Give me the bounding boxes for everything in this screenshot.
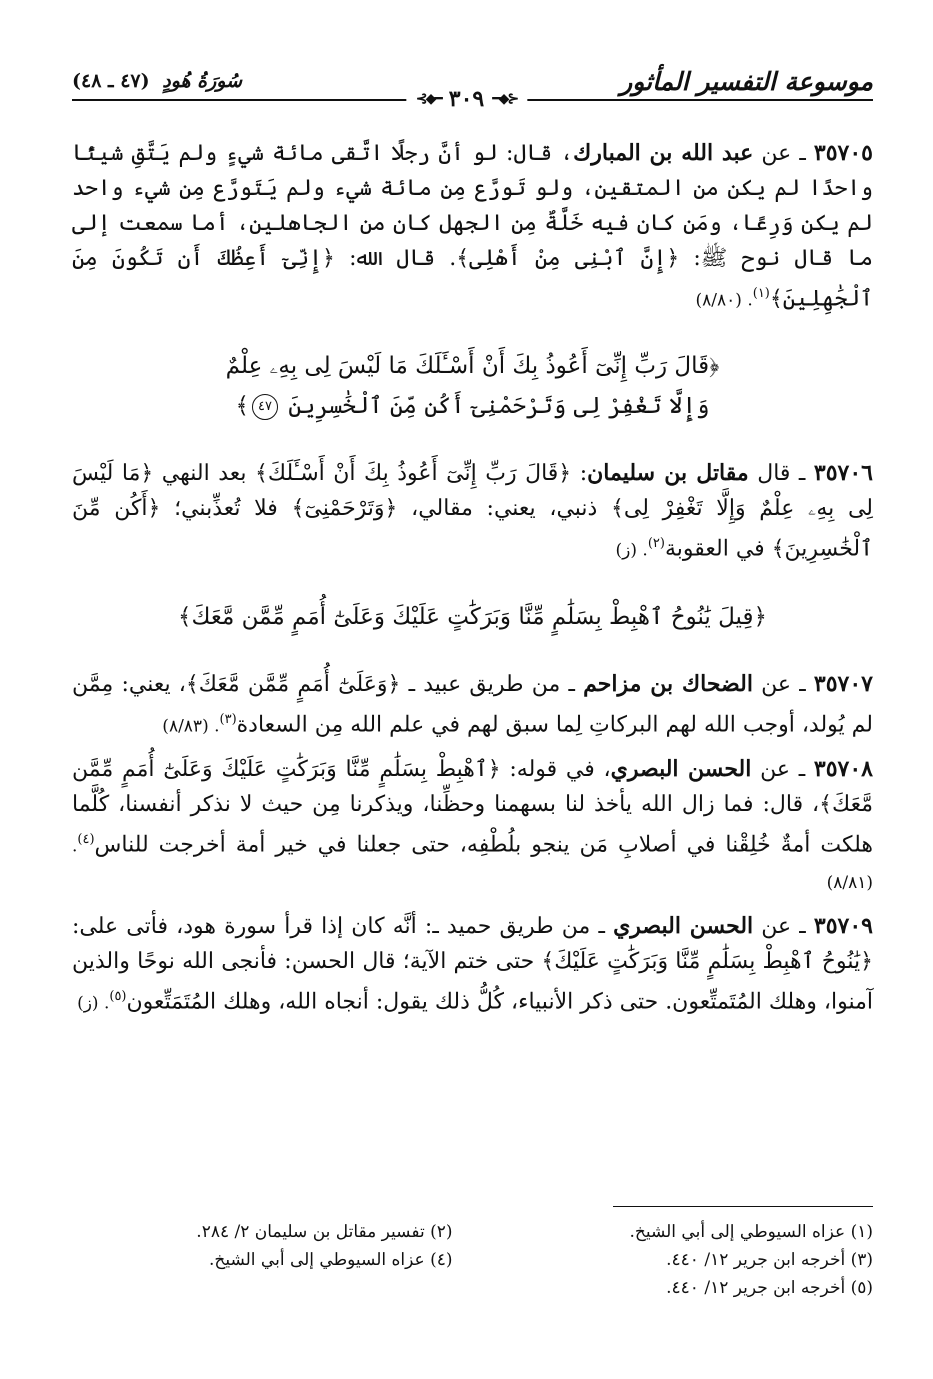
quran-verse-block bbox=[72, 597, 873, 637]
entry-lead: ـ عن bbox=[753, 141, 814, 166]
footnotes bbox=[72, 1218, 873, 1302]
entry bbox=[72, 456, 873, 568]
sura-meta bbox=[72, 70, 242, 92]
quran-verse-block bbox=[72, 346, 873, 426]
entry-text: ، في قوله: ﴿ٱهْبِطْ بِسَلَٰمٍ مِّنَّا وَبَرَكَٰتٍ عَلَيْكَ وَعَلَىٰٓ أُمَمٍ مِّمَّن مَّعَكَ﴾، قال: فما زال الله يأخذ لنا بسهمنا وحظِّنا، ويذكرنا مِن حيث لا نذكر أنفسنا، كُلَّما هلكت أمةٌ خُلِقْنا في أصلابِ مَن ينجو بلُطْفِه، حتى جعلنا في خير أمة أخرجت للناس bbox=[72, 756, 873, 858]
page-body bbox=[72, 136, 873, 1030]
entry-lead: ـ عن bbox=[752, 671, 814, 697]
quran-quote: ﴿إِنَّ ٱبْنِى مِنْ أَهْلِى﴾ bbox=[456, 246, 680, 271]
entry-text: ـ من طريق حميد ـ: أنَّه كان إذا قرأ سورة هود، فأتى على: ﴿يَٰنُوحُ ٱهْبِطْ بِسَلَٰمٍ مِّنَّا وَبَرَكَٰتٍ عَلَيْكَ﴾ حتى ختم الآية؛ قال الحسن: فأنجى الله نوحًا والذين آمنوا، وهلك المُتَمتِّعون. حتى ذكر الأنبياء، كُلُّ ذلك يقول: أنجاه الله، وهلك المُتَمَتِّعون bbox=[72, 914, 873, 1015]
footnote-marker: (٢) bbox=[647, 536, 665, 552]
footnote: (٥) أخرجه ابن جرير ١٢/ ٤٤٠. bbox=[666, 1278, 873, 1298]
entry-text: ، قال: لو أنَّ رجلًا اتَّقى مائة شيءٍ ولم يَتَّقِ شيئًا واحدًا لم يكن من المتقين، ولو تَورَّع مِن مائة شيء ولم يَتَورَّع مِن شيء واحد لم يكن وَرِعًا، ومَن كان فيه خَلَّةٌ مِن الجهل كان من الجاهلين، أما سمعت إلى ما قال نوح ﷺ: bbox=[72, 141, 873, 271]
entry-lead: ـ عن bbox=[751, 756, 814, 782]
entry bbox=[72, 909, 873, 1021]
narrator-name: الحسن البصري bbox=[613, 913, 754, 940]
footnote-marker: (٣) bbox=[219, 711, 237, 727]
narrator-name: الضحاك بن مزاحم bbox=[583, 670, 753, 697]
entry bbox=[72, 667, 873, 744]
ornament-icon: ⊰◆━ bbox=[492, 91, 518, 107]
quran-quote: ﴿إِنِّىٓ أَعِظُكَ أَن تَكُونَ مِنَ ٱلْجَٰهِلِينَ﴾ bbox=[72, 246, 873, 312]
footnote: (٤) عزاه السيوطي إلى أبي الشيخ. bbox=[208, 1250, 453, 1270]
volume-reference: . (ز) bbox=[77, 993, 110, 1014]
volume-reference: . (٨/٨١) bbox=[72, 836, 873, 894]
entry bbox=[72, 136, 873, 318]
footnote: (٣) أخرجه ابن جرير ١٢/ ٤٤٠. bbox=[666, 1250, 873, 1270]
footnote-rule bbox=[613, 1206, 873, 1207]
footnote: (١) عزاه السيوطي إلى أبي الشيخ. bbox=[629, 1222, 873, 1242]
page-number-block bbox=[406, 86, 527, 112]
volume-reference: . (ز) bbox=[615, 540, 648, 561]
entry-text: . قال الله: bbox=[334, 246, 457, 271]
verse-line: ﴿قِيلَ يَٰنُوحُ ٱهْبِطْ بِسَلَٰمٍ مِّنَّا وَبَرَكَٰتٍ عَلَيْكَ وَعَلَىٰٓ أُمَمٍ مِّمَّن مَّعَكَ﴾ bbox=[178, 603, 767, 630]
narrator-name: عبد الله بن المبارك bbox=[573, 140, 754, 166]
footnote: (٢) تفسير مقاتل بن سليمان ٢/ ٢٨٤. bbox=[196, 1222, 453, 1242]
entry bbox=[72, 752, 873, 901]
footnote-marker: (٤) bbox=[77, 831, 95, 847]
verse-close: ﴾ bbox=[235, 393, 249, 420]
narrator-name: مقاتل بن سليمان bbox=[587, 460, 749, 487]
verse-line-2 bbox=[72, 386, 873, 426]
volume-reference: . (٨/٨٣) bbox=[162, 715, 220, 736]
entry-lead: ـ عن bbox=[753, 914, 814, 940]
entry-number: ٣٥٧٠٧ bbox=[813, 670, 873, 697]
entry-number: ٣٥٧٠٥ bbox=[813, 140, 873, 166]
ornament-icon: ━◆⊱ bbox=[415, 91, 441, 107]
sura-name: سُورَةُ هُودٍ bbox=[162, 70, 243, 92]
verse-range: (٤٧ ـ ٤٨) bbox=[72, 70, 150, 92]
entry-text: : ﴿قَالَ رَبِّ إِنِّىٓ أَعُوذُ بِكَ أَنْ أَسْـَٔلَكَ﴾ بعد النهي ﴿مَا لَيْسَ لِى بِهِۦ عِلْمٌ وَإِلَّا تَغْفِرْ لِى﴾ ذنبي، يعني: مقالي، ﴿وَتَرْحَمْنِىٓ﴾ فلا تُعذِّبني؛ ﴿أَكُن مِّنَ ٱلْخَٰسِرِينَ﴾ في العقوبة bbox=[72, 461, 873, 562]
entry-number: ٣٥٧٠٨ bbox=[813, 755, 873, 782]
page-number: ٣٠٩ bbox=[448, 86, 485, 112]
footnote-marker: (١) bbox=[752, 286, 770, 301]
footnote-marker: (٥) bbox=[109, 989, 127, 1005]
narrator-name: الحسن البصري bbox=[610, 755, 752, 782]
volume-reference: . (٨/٨٠) bbox=[695, 290, 753, 311]
verse-number-badge: ٤٧ bbox=[252, 394, 278, 420]
entry-lead: ـ قال bbox=[748, 461, 814, 487]
entry-text: ـ من طريق عبيد ـ ﴿وَعَلَىٰٓ أُمَمٍ مِّمَّن مَّعَكَ﴾، يعني: مِمَّن لم يُولد، أوجب الله لهم البركاتِ لِما سبق لهم في علم الله مِن السعادة bbox=[72, 671, 873, 737]
verse-line: وَإِلَّا تَغْفِرْ لِى وَتَرْحَمْنِىٓ أَكُن مِّنَ ٱلْخَٰسِرِينَ bbox=[288, 393, 710, 420]
verse-line: ﴿قَالَ رَبِّ إِنِّىٓ أَعُوذُ بِكَ أَنْ أَسْـَٔلَكَ مَا لَيْسَ لِى بِهِۦ عِلْمٌ bbox=[225, 353, 720, 380]
book-title: موسوعة التفسير المأثور bbox=[620, 66, 873, 96]
entry-number: ٣٥٧٠٦ bbox=[813, 460, 873, 487]
entry-number: ٣٥٧٠٩ bbox=[813, 913, 873, 940]
